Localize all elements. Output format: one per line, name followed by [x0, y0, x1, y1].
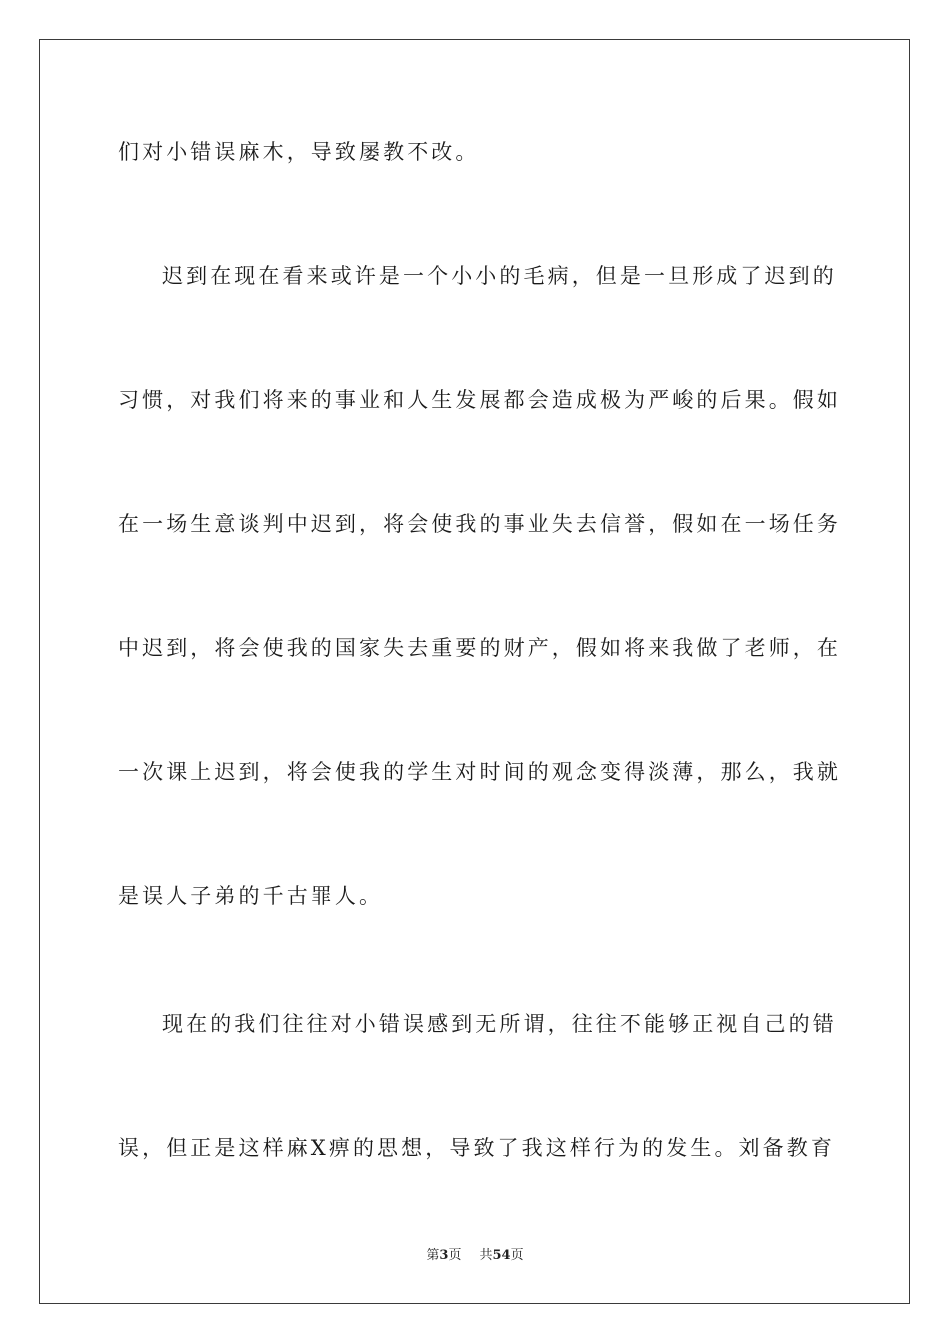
total-suffix: 页 — [510, 1248, 524, 1263]
text-line-3: 习惯，对我们将来的事业和人生发展都会造成极为严峻的后果。假如 — [118, 388, 841, 412]
page-footer — [0, 1244, 950, 1263]
text-line-1: 们对小错误麻木，导致屡教不改。 — [118, 140, 480, 164]
text-line-6: 一次课上迟到，将会使我的学生对时间的观念变得淡薄，那么，我就 — [118, 760, 841, 784]
text-line-5: 中迟到，将会使我的国家失去重要的财产，假如将来我做了老师，在 — [118, 636, 841, 660]
page-number: 3 — [439, 1248, 449, 1263]
page-prefix: 第 — [426, 1248, 440, 1263]
total-prefix: 共 — [479, 1248, 493, 1263]
total-pages: 54 — [492, 1248, 511, 1263]
text-line-4: 在一场生意谈判中迟到，将会使我的事业失去信誉，假如在一场任务 — [118, 512, 841, 536]
page-border — [39, 39, 910, 1304]
text-line-2: 迟到在现在看来或许是一个小小的毛病，但是一旦形成了迟到的 — [162, 264, 837, 288]
text-line-7: 是误人子弟的千古罪人。 — [118, 884, 384, 908]
text-line-8: 现在的我们往往对小错误感到无所谓，往往不能够正视自己的错 — [162, 1012, 837, 1036]
page-suffix: 页 — [448, 1248, 462, 1263]
text-line-9: 误，但正是这样麻X痹的思想，导致了我这样行为的发生。刘备教育 — [118, 1136, 835, 1160]
